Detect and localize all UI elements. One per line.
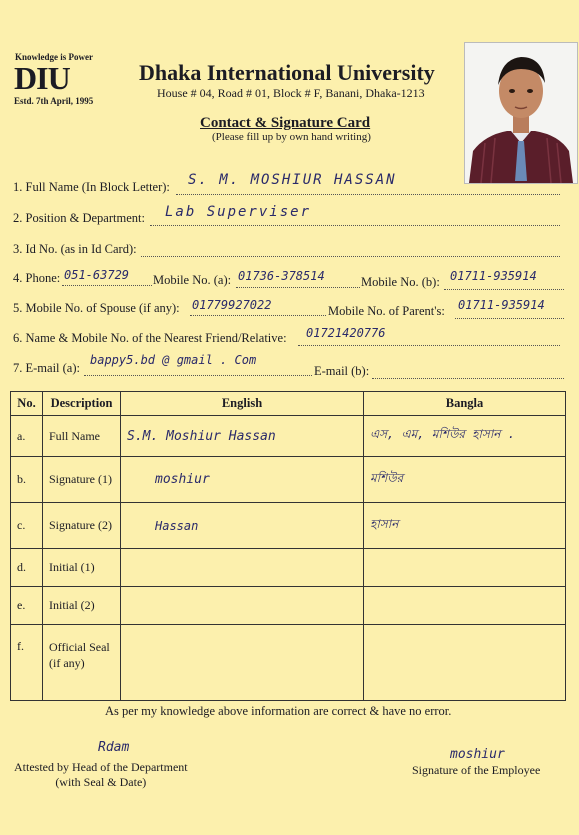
spouse-line bbox=[190, 315, 326, 316]
mobile-b-label: Mobile No. (b): bbox=[361, 275, 440, 289]
row-bangla: এস, এম, মশিউর হাসান . bbox=[364, 416, 566, 457]
table-row bbox=[11, 457, 566, 503]
email-b-line bbox=[372, 378, 564, 379]
card-title: Contact & Signature Card bbox=[200, 115, 371, 131]
attest-line-1: Attested by Head of the Department bbox=[14, 760, 188, 774]
header-description: Description bbox=[43, 392, 121, 416]
table-row bbox=[11, 416, 566, 457]
row-no: e. bbox=[11, 587, 43, 625]
friend-label: 6. Name & Mobile No. of the Nearest Friend/Relative: bbox=[13, 331, 287, 345]
row-no: a. bbox=[11, 416, 43, 457]
email-a-value: bappy5.bd @ gmail . Com bbox=[90, 353, 257, 367]
row-description: Initial (2) bbox=[43, 587, 121, 625]
spouse-value: 01779927022 bbox=[192, 298, 272, 312]
row-no: b. bbox=[11, 457, 43, 503]
row-english: moshiur bbox=[121, 457, 364, 503]
row-english bbox=[121, 549, 364, 587]
position-value: Lab Superviser bbox=[165, 204, 312, 220]
mobile-b-value: 01711-935914 bbox=[450, 269, 537, 283]
position-label: 2. Position & Department: bbox=[13, 211, 145, 225]
id-line bbox=[141, 256, 560, 257]
table-header-row bbox=[11, 392, 566, 416]
email-a-label: 7. E-mail (a): bbox=[13, 361, 80, 375]
email-a-line bbox=[84, 375, 312, 376]
id-label: 3. Id No. (as in Id Card): bbox=[13, 242, 137, 256]
position-line bbox=[150, 225, 560, 226]
row-no: c. bbox=[11, 503, 43, 549]
row-bangla bbox=[364, 549, 566, 587]
mobile-a-label: Mobile No. (a): bbox=[153, 273, 232, 287]
header-bangla: Bangla bbox=[364, 392, 566, 416]
row-english: Hassan bbox=[121, 503, 364, 549]
full-name-value: S. M. MOSHIUR HASSAN bbox=[188, 172, 397, 188]
row-english: S.M. Moshiur Hassan bbox=[121, 416, 364, 457]
full-name-label: 1. Full Name (In Block Letter): bbox=[13, 180, 170, 194]
attest-line-2: (with Seal & Date) bbox=[55, 775, 147, 789]
row-description: Initial (1) bbox=[43, 549, 121, 587]
mobile-a-value: 01736-378514 bbox=[238, 269, 325, 283]
university-address: House # 04, Road # 01, Block # F, Banani, Dhaka-1213 bbox=[157, 86, 425, 100]
employee-signature: moshiur bbox=[450, 747, 505, 762]
row-english bbox=[121, 625, 364, 701]
table-row bbox=[11, 625, 566, 701]
university-name: Dhaka International University bbox=[139, 60, 435, 85]
mobile-a-line bbox=[236, 287, 360, 288]
logo-established: Estd. 7th April, 1995 bbox=[14, 96, 94, 106]
spouse-label: 5. Mobile No. of Spouse (if any): bbox=[13, 301, 180, 315]
row-english bbox=[121, 587, 364, 625]
friend-value: 01721420776 bbox=[306, 326, 386, 340]
row-bangla bbox=[364, 625, 566, 701]
email-b-label: E-mail (b): bbox=[314, 364, 370, 378]
row-description: Signature (1) bbox=[43, 457, 121, 503]
full-name-line bbox=[176, 194, 560, 195]
phone-line bbox=[62, 285, 152, 286]
phone-value: 051-63729 bbox=[64, 268, 130, 282]
logo-tagline: Knowledge is Power bbox=[15, 52, 93, 62]
head-signature: Rdam bbox=[98, 740, 130, 755]
phone-label: 4. Phone: bbox=[13, 271, 61, 285]
card-subtitle: (Please fill up by own hand writing) bbox=[212, 131, 371, 143]
person-photo-icon bbox=[465, 43, 577, 183]
attestation-block bbox=[14, 760, 188, 790]
mobile-b-line bbox=[444, 289, 564, 290]
row-description: Signature (2) bbox=[43, 503, 121, 549]
university-logo: DIU bbox=[14, 60, 70, 96]
friend-line bbox=[298, 345, 560, 346]
parents-label: Mobile No. of Parent's: bbox=[328, 304, 445, 318]
employee-signature-label: Signature of the Employee bbox=[412, 763, 541, 777]
row-bangla bbox=[364, 587, 566, 625]
row-no: f. bbox=[11, 625, 43, 701]
parents-value: 01711-935914 bbox=[458, 298, 545, 312]
signature-table bbox=[10, 391, 566, 701]
row-bangla: হাসান bbox=[364, 503, 566, 549]
header-english: English bbox=[121, 392, 364, 416]
row-description: Full Name bbox=[43, 416, 121, 457]
table-row bbox=[11, 587, 566, 625]
row-description: Official Seal (if any) bbox=[43, 625, 121, 701]
table-row bbox=[11, 503, 566, 549]
parents-line bbox=[455, 318, 564, 319]
table-row bbox=[11, 549, 566, 587]
row-no: d. bbox=[11, 549, 43, 587]
row-bangla: মশিউর bbox=[364, 457, 566, 503]
header-no: No. bbox=[11, 392, 43, 416]
person-photo bbox=[464, 42, 578, 184]
declaration-text: As per my knowledge above information are correct & have no error. bbox=[105, 704, 452, 718]
